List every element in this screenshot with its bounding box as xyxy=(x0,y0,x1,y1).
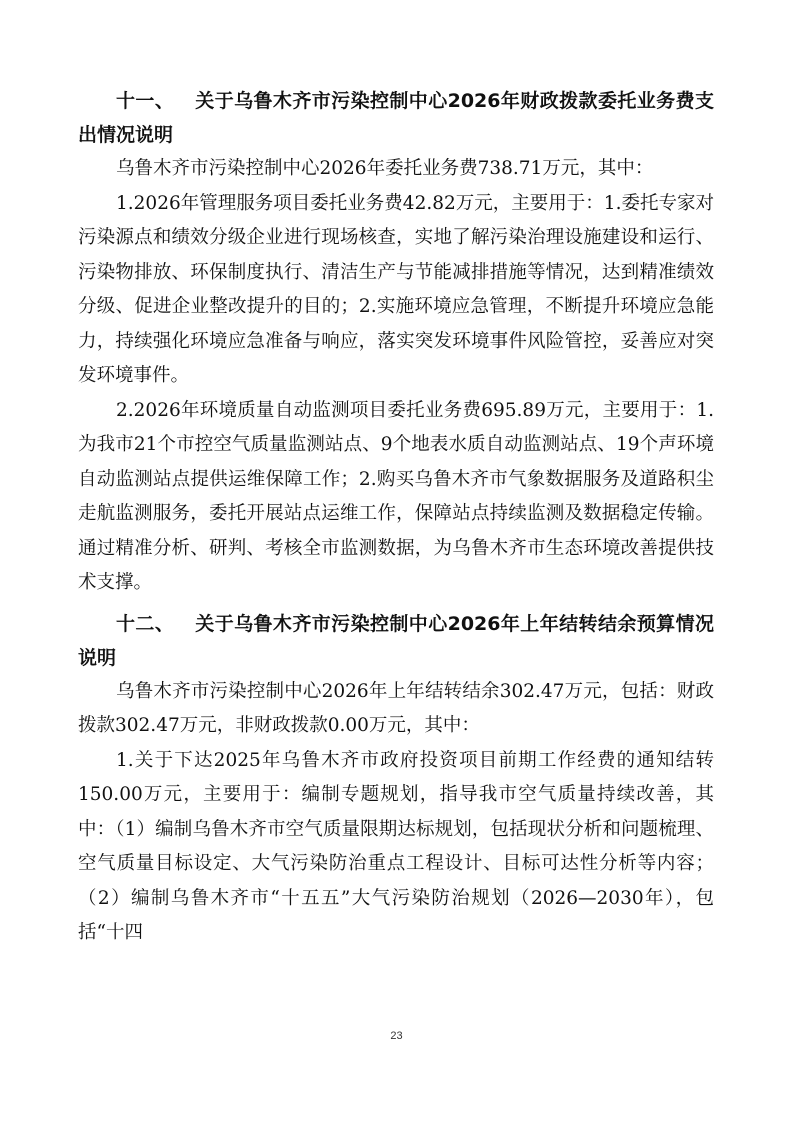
document-page xyxy=(78,84,714,951)
section-11-paragraph-2: 1.2026年管理服务项目委托业务费42.82万元，主要用于：1.委托专家对污染源点和绩效分级企业进行现场核查，实地了解污染治理设施建设和运行、污染物排放、环保制度执行、清洁生产与节能减排措施等情况，达到精准绩效分级、促进企业整改提升的目的；2.实施环境应急管理，不断提升环境应急能力，持续强化环境应急准备与响应，落实突发环境事件风险管控，妥善应对突发环境事件。 xyxy=(78,192,714,386)
section-12-paragraph-2: 1.关于下达2025年乌鲁木齐市政府投资项目前期工作经费的通知结转150.00万元，主要用于：编制专题规划，指导我市空气质量持续改善，其中：（1）编制乌鲁木齐市空气质量限期达标规划，包括现状分析和问题梳理、空气质量目标设定、大气污染防治重点工程设计、目标可达性分析等内容；（2）编制乌鲁木齐市“十五五”大气污染防治规划（2026—2030年），包括“十四 xyxy=(78,749,714,943)
page-number: 23 xyxy=(390,1030,403,1042)
section-11-paragraph-1: 乌鲁木齐市污染控制中心2026年委托业务费738.71万元，其中： xyxy=(116,158,654,179)
section-11-heading: 十一、 关于乌鲁木齐市污染控制中心2026年财政拨款委托业务费支出情况说明 xyxy=(78,90,714,146)
section-12-heading: 十二、 关于乌鲁木齐市污染控制中心2026年上年结转结余预算情况说明 xyxy=(78,612,714,669)
section-11-paragraph-3: 2.2026年环境质量自动监测项目委托业务费695.89万元，主要用于：1.为我市21个市控空气质量监测站点、9个地表水质自动监测站点、19个声环境自动监测站点提供运维保障工作；2.购买乌鲁木齐市气象数据服务及道路积尘走航监测服务，委托开展站点运维工作，保障站点持续监测及数据稳定传输。通过精准分析、研判、考核全市监测数据，为乌鲁木齐市生态环境改善提供技术支撑。 xyxy=(78,399,714,593)
section-12-paragraph-1: 乌鲁木齐市污染控制中心2026年上年结转结余302.47万元，包括：财政拨款302.47万元，非财政拨款0.00万元，其中： xyxy=(78,680,714,736)
